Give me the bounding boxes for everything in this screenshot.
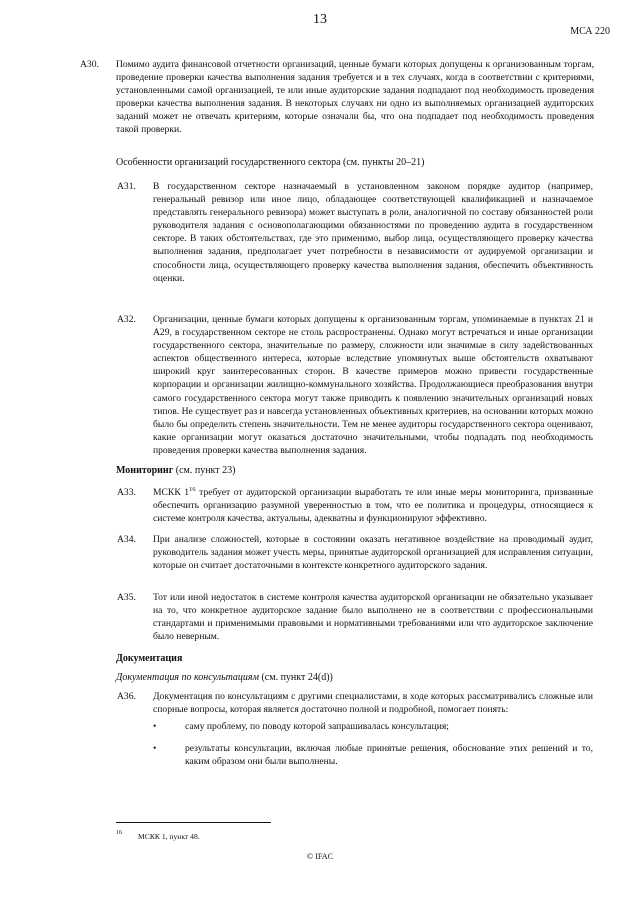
paragraph-number: A34. [117,534,136,545]
paragraph-text [153,486,593,525]
section-heading-monitoring [116,464,235,477]
paragraph-text: При анализе сложностей, которые в состоянии оказать негативное воздействие на проводимый аудит, руководитель задания может учесть меры, принятые аудиторской организацией для исправления ситуации, которые он считает достаточными в контексте конкретного аудиторского задания. [153,534,593,572]
list-item-text: результаты консультации, включая любые принятые решения, обоснование этих решений и то, каким образом они были выполнены. [185,743,593,768]
list-item-text: саму проблему, по поводу которой запрашивалась консультация; [185,721,449,732]
paragraph-number: A30. [80,59,99,70]
paragraph-text: В государственном секторе назначаемый в установленном законом порядке аудитор (например, генеральный ревизор или иное лицо, обладающее соответствующей квалификацией и назначаемое представлять генерального ревизора) может выступать в роли, аналогичной по составу обязанностей роли руководителя задания с основополагающими обязанностями по проведению аудита в государственном секторе. В таких обстоятельствах, где это применимо, выбор лица, осуществляющего проверку качества выполнения задания, предполагает учет потребности в независимости от аудируемой организации и способности лица, осуществляющего проверку качества выполнения задания, обеспечить объективность оценки. [153,181,593,284]
copyright: © IFAC [306,852,334,861]
bullet-icon: • [153,743,157,754]
document-code: МСА 220 [570,26,610,37]
page-number: 13 [313,12,327,27]
section-heading-documentation [116,652,182,665]
paragraph-text: Тот или иной недостаток в системе контроля качества аудиторской организации не обязательно указывает на то, что конкретное аудиторское задание было выполнено не в соответствии с профессиональными стандартами и применимыми правовыми и нормативными требованиями или что аудиторское заключение было неверным. [153,592,593,643]
paragraph-text: Помимо аудита финансовой отчетности организаций, ценные бумаги которых допущены к организованным торгам, проведение проверки качества выполнения задания требуется и в тех случаях, когда в соответствии с критериями, установленными самой организацией, те или иные аудиторские задания подпадают под необходимость проведения проверки качества выполнения задания. В некоторых случаях ни одно из выполняемых организацией аудиторских заданий может не отвечать критериям, которые означали бы, что она подпадает под необходимость проведения такой проверки. [116,59,594,136]
paragraph-a30 [80,58,594,137]
heading-title: Документация [116,653,183,664]
heading-title: Документация по консультациям [116,672,259,683]
footnote [116,832,200,841]
footnote-reference: 16 [189,485,196,493]
paragraph-number: A31. [117,181,136,192]
paragraph-number: A36. [117,691,136,702]
paragraph-text: Организации, ценные бумаги которых допущены к организованным торгам, упоминаемые в пунктах 21 и A29, в государственном секторе не столь распространены. Однако могут встречаться и иные организации государственного сектора, значительные по размеру, сложности или значимые в силу задействованных аспектов общественного интереса, которые вследствие упомянутых выше обстоятельств охватывают широкий круг заинтересованных сторон. В качестве примеров можно привести государственные корпорации и организации жилищно-коммунального хозяйства. Продолжающиеся преобразования внутри самого государственного сектора могут также приводить к появлению значительных организаций новых типов. Не существует раз и навсегда установленных объективных критериев, на основании которых можно было бы определить степень значительности. Тем не менее аудиторы государственного сектора оценивают, какие организации могут оказаться достаточно значительными, чтобы подпадать под необходимость проведения проверки качества выполнения задания. [153,314,593,456]
footnote-divider [116,822,271,823]
heading-reference: (см. пункт 23) [175,465,236,476]
paragraph-a35 [117,591,593,643]
paragraph-a32 [117,313,593,457]
heading-title: Особенности организаций государственного сектора [116,157,341,168]
subsection-heading-consultations [116,671,333,684]
heading-reference: (см. пункты 20–21) [343,157,425,168]
footnote-text: МСКК 1, пункт 48. [138,832,200,841]
text-segment: требует от аудиторской организации выработать те или иные меры мониторинга, призванные обеспечить организацию разумной уверенностью в том, что ее политика и процедуры, относящиеся к системе контроля качества, актуальны, адекватны и функционируют эффективно. [153,487,593,525]
paragraph-number: A35. [117,592,136,603]
section-heading-public-sector [116,156,424,169]
list-item [153,742,593,768]
heading-reference: (см. пункт 24(d)) [261,672,333,683]
footnote-number: 16 [116,830,122,836]
paragraph-a36 [117,690,593,716]
paragraph-a34 [117,533,593,572]
heading-title: Мониторинг [116,465,174,476]
paragraph-text: Документация по консультациям с другими специалистами, в ходе которых рассматривались сложные или спорные вопросы, которая является достаточно полной и подробной, помогает понять: [153,691,593,716]
list-item [153,720,593,733]
bullet-icon: • [153,721,157,732]
text-segment: МСКК 1 [153,487,190,498]
paragraph-a33 [117,485,593,525]
paragraph-number: A33. [117,487,136,498]
paragraph-number: A32. [117,314,136,325]
paragraph-a31 [117,180,593,285]
